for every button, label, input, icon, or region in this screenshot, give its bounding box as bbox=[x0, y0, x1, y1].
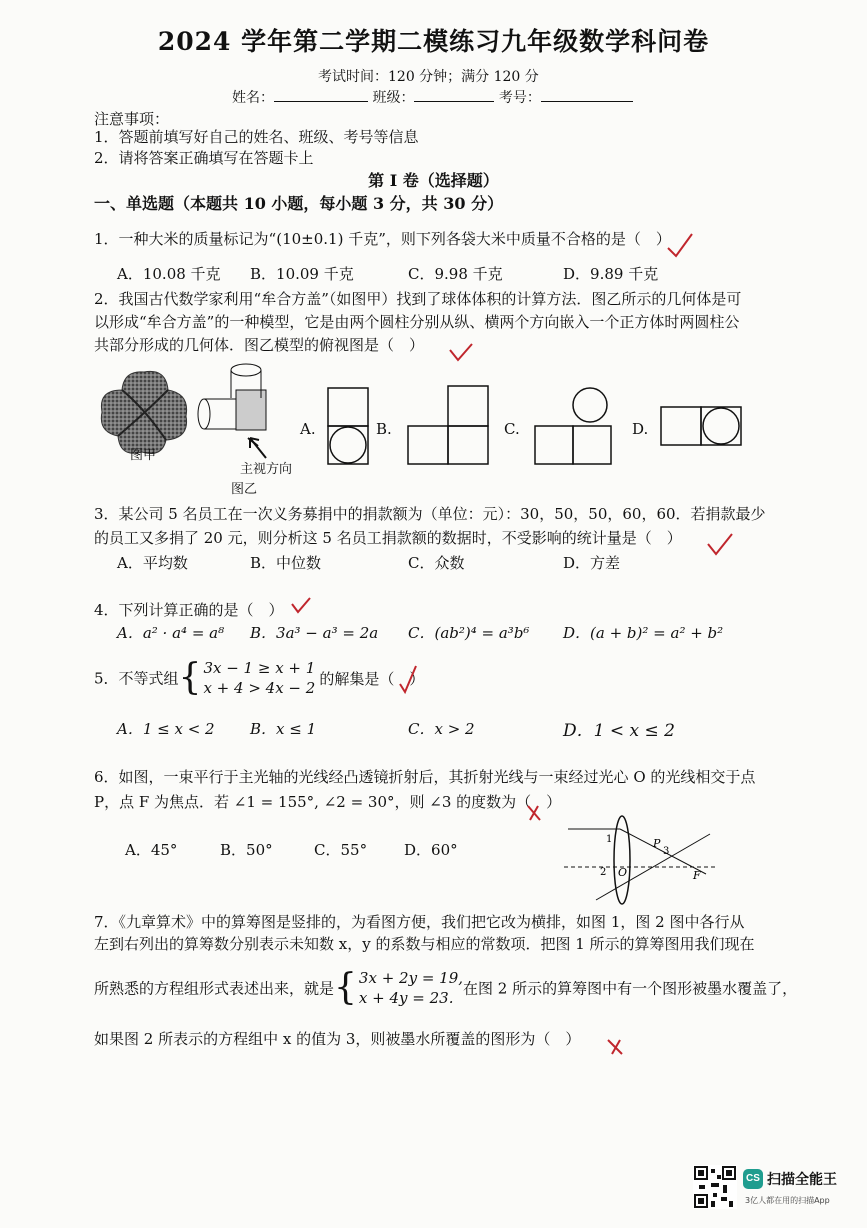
q7-line3-prefix: 所熟悉的方程组形式表述出来，就是 bbox=[94, 979, 335, 998]
q7-line: 7．《九章算术》中的算筹图是竖排的，为看图方便，我们把它改为横排，如图 1，图 2 图中各行从 bbox=[94, 913, 745, 931]
point-p-label: P bbox=[653, 837, 661, 850]
q3-line: 的员工又多捐了 20 元，则分析这 5 名员工捐款额的数据时，不受影响的统计量是（ ） bbox=[94, 529, 682, 547]
option-d-view bbox=[659, 405, 745, 447]
notes-title: 注意事项： bbox=[94, 110, 170, 128]
angle-2-label: 2 bbox=[600, 867, 607, 878]
q4-option-a: A．a² · a⁴ = a⁸ bbox=[117, 624, 225, 642]
q2-option-c: C. bbox=[504, 420, 520, 438]
cross-mark-icon bbox=[526, 804, 542, 822]
q6-option-c: C．55° bbox=[314, 841, 368, 859]
check-mark-icon bbox=[706, 532, 734, 558]
option-c-view bbox=[533, 386, 617, 466]
cross-mark-icon bbox=[606, 1038, 624, 1056]
q7-eq-1: 3x + 2y = 19, bbox=[358, 969, 464, 987]
q5-prefix: 5．不等式组 bbox=[94, 669, 179, 688]
q7-eq-2: x + 4y = 23. bbox=[358, 989, 454, 1007]
brace-icon: { bbox=[334, 967, 357, 1008]
note-item: 2．请将答案正确填写在答题卡上 bbox=[94, 149, 314, 167]
angle-1-label: 1 bbox=[606, 834, 613, 845]
q2-option-b: B. bbox=[376, 420, 392, 438]
model-yi-figure bbox=[194, 356, 294, 446]
fig-yi-label: 图乙 bbox=[231, 482, 258, 497]
q1-option-d: D．9.89 千克 bbox=[563, 265, 659, 283]
q7-line3-suffix: 在图 2 所示的算筹图中有一个图形被墨水覆盖了， bbox=[463, 979, 798, 998]
q5-option-a: A．1 ≤ x < 2 bbox=[117, 720, 215, 738]
camscanner-badge: CS bbox=[743, 1169, 763, 1189]
q1-stem: 1．一种大米的质量标记为“(10±0.1) 千克”，则下列各袋大米中质量不合格的是（ ） bbox=[94, 230, 671, 248]
scanner-tagline: 3亿人都在用的扫描App bbox=[745, 1196, 830, 1205]
q6-option-b: B．50° bbox=[220, 841, 273, 859]
note-item: 1．答题前填写好自己的姓名、班级、考号等信息 bbox=[94, 128, 419, 146]
class-field[interactable] bbox=[414, 87, 494, 102]
q1-option-c: C．9.98 千克 bbox=[408, 265, 503, 283]
name-label: 姓名： bbox=[232, 90, 274, 106]
fig-jia-label: 图甲 bbox=[130, 448, 157, 463]
q2-line: 以形成“牟合方盖”的一种模型，它是由两个圆柱分别从纵、横两个方向嵌入一个正方体时两圆柱公 bbox=[94, 313, 740, 331]
option-a-view bbox=[326, 386, 374, 466]
q3-line: 3．某公司 5 名员工在一次义务募捐中的捐款额为（单位：元）：30，50，50，60，60．若捐款最少 bbox=[94, 505, 766, 523]
q2-line: 2．我国古代数学家利用“牟合方盖”（如图甲）找到了球体体积的计算方法．图乙所示的几何体是可 bbox=[94, 290, 742, 308]
q5-option-b: B．x ≤ 1 bbox=[250, 720, 317, 738]
q6-option-a: A．45° bbox=[125, 841, 178, 859]
point-o-label: O bbox=[618, 866, 628, 879]
q5-ineq-2: x + 4 > 4x − 2 bbox=[203, 679, 316, 697]
q3-option-d: D．方差 bbox=[563, 554, 621, 572]
q2-line: 共部分形成的几何体．图乙模型的俯视图是（ ） bbox=[94, 336, 425, 354]
check-mark-icon bbox=[448, 342, 474, 364]
angle-3-label: 3 bbox=[663, 846, 670, 857]
q2-option-d: D. bbox=[632, 420, 649, 438]
check-mark-icon bbox=[290, 596, 312, 616]
q5-ineq-1: 3x − 1 ≥ x + 1 bbox=[203, 659, 316, 677]
section-title: 第 I 卷（选择题） bbox=[368, 171, 499, 190]
q4-stem: 4．下列计算正确的是（ ） bbox=[94, 601, 284, 619]
q6-line: P，点 F 为焦点．若 ∠1 = 155°, ∠2 = 30°，则 ∠3 的度数为（ ） bbox=[94, 793, 562, 811]
q4-option-b: B．3a³ − a³ = 2a bbox=[250, 624, 379, 642]
q3-option-b: B．中位数 bbox=[250, 554, 322, 572]
number-label: 考号： bbox=[498, 90, 541, 106]
q6-option-d: D．60° bbox=[404, 841, 458, 859]
exam-info: 考试时间：120 分钟；满分 120 分 bbox=[318, 69, 539, 85]
number-field[interactable] bbox=[541, 87, 633, 102]
q7-line: 如果图 2 所表示的方程组中 x 的值为 3，则被墨水所覆盖的图形为（ ） bbox=[94, 1030, 581, 1048]
q5-suffix: 的解集是（ ） bbox=[319, 669, 425, 688]
lens-diagram bbox=[560, 812, 720, 906]
class-label: 班级： bbox=[372, 90, 415, 106]
q7-line-3 bbox=[94, 968, 797, 1008]
check-mark-icon bbox=[398, 664, 418, 696]
q7-line: 左到右列出的算筹数分别表示未知数 x，y 的系数与相应的常数项．把图 1 所示的算筹图用我们现在 bbox=[94, 935, 755, 953]
q1-option-a: A．10.08 千克 bbox=[117, 265, 221, 283]
qr-code-icon bbox=[693, 1165, 737, 1209]
mouhe-fanggai-figure bbox=[96, 368, 192, 456]
q3-option-c: C．众数 bbox=[408, 554, 465, 572]
student-info-row bbox=[232, 87, 633, 107]
q6-line: 6．如图，一束平行于主光轴的光线经凸透镜折射后，其折射光线与一束经过光心 O 的光线相交于点 bbox=[94, 768, 756, 786]
name-field[interactable] bbox=[274, 87, 368, 102]
arrow-icon bbox=[244, 434, 274, 460]
check-mark-icon bbox=[660, 222, 696, 262]
point-f-label: F bbox=[693, 869, 701, 882]
q5-stem bbox=[94, 658, 424, 698]
option-b-view bbox=[406, 384, 490, 466]
part1-title: 一、单选题（本题共 10 小题，每小题 3 分，共 30 分） bbox=[94, 194, 504, 213]
q5-system bbox=[203, 658, 315, 698]
q2-option-a: A. bbox=[300, 420, 316, 438]
q4-option-d: D．(a + b)² = a² + b² bbox=[563, 624, 724, 642]
q3-option-a: A．平均数 bbox=[117, 554, 188, 572]
q7-system bbox=[359, 968, 463, 1008]
q1-option-b: B．10.09 千克 bbox=[250, 265, 354, 283]
scanner-brand: 扫描全能王 bbox=[767, 1172, 837, 1188]
q5-option-d: D．1 < x ≤ 2 bbox=[563, 721, 675, 741]
page-title: 2024 学年第二学期二模练习九年级数学科问卷 bbox=[157, 27, 710, 56]
view-direction-label: 主视方向 bbox=[240, 462, 293, 477]
brace-icon: { bbox=[178, 657, 202, 698]
q5-option-c: C．x > 2 bbox=[408, 720, 475, 738]
q4-option-c: C．(ab²)⁴ = a³b⁶ bbox=[408, 624, 530, 642]
